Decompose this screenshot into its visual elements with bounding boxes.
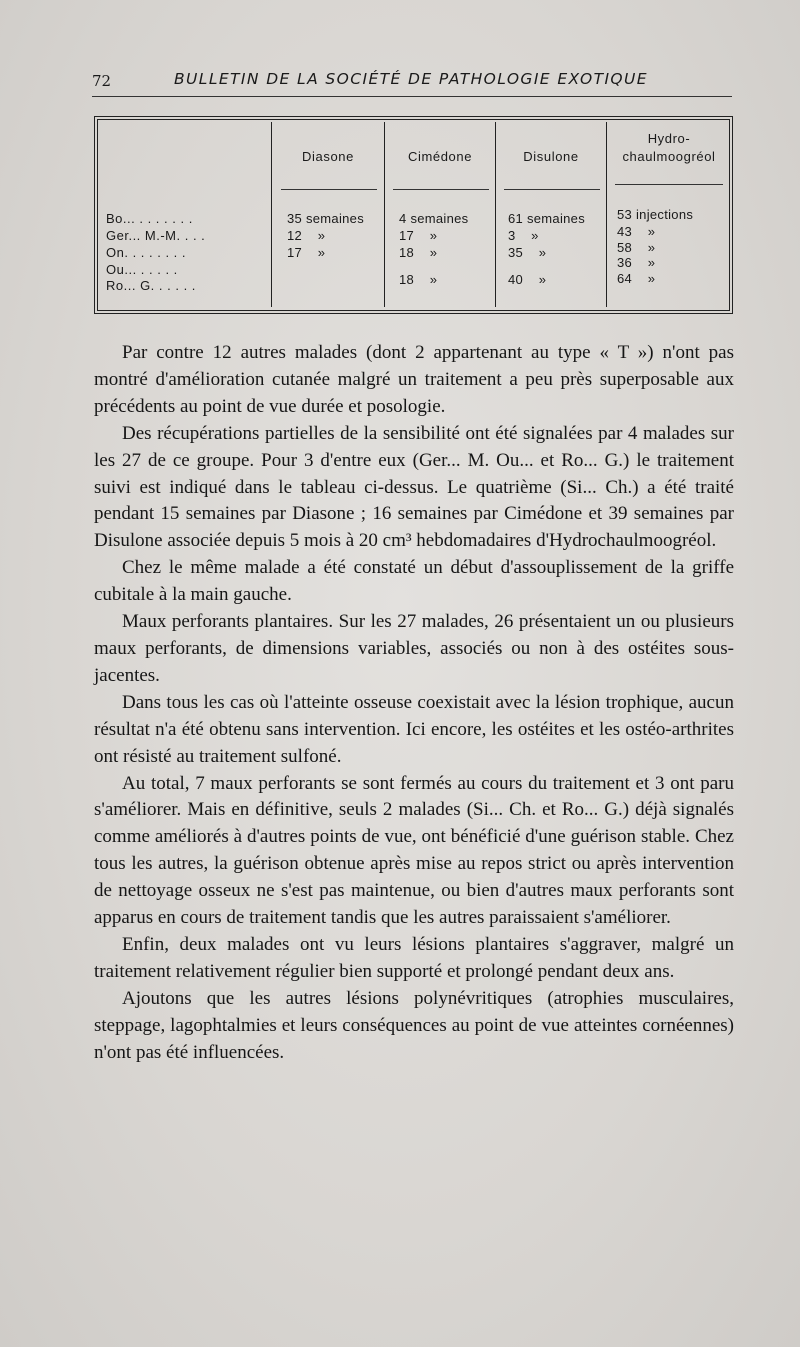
table-cell: 64 » <box>617 271 656 286</box>
table-cell: 12 » <box>287 228 326 243</box>
paragraph: Par contre 12 autres malades (dont 2 appartenant au type « T ») n'ont pas montré d'amélioration cutanée malgré un traitement a peu près superposable aux précédents au point de vue durée et posologie. <box>94 342 734 417</box>
table-cell: 18 » <box>399 245 438 260</box>
header-rule <box>92 96 732 97</box>
table-cell: 4 semaines <box>399 211 469 226</box>
table-cell: 17 » <box>287 245 326 260</box>
journal-title: BULLETIN DE LA SOCIÉTÉ DE PATHOLOGIE EXOTIQUE <box>174 70 648 88</box>
table-cell: 36 » <box>617 255 656 270</box>
table-cell: 35 » <box>508 245 547 260</box>
table-cell: 61 semaines <box>508 211 586 226</box>
col-head-hydro-2: chaulmoogréol <box>622 149 716 164</box>
table-cell: 58 » <box>617 240 656 255</box>
col-head-hydro: Hydro- <box>647 131 691 146</box>
row-label: Ger... M.-M. . . . <box>106 228 206 243</box>
table-cell: 3 » <box>508 228 539 243</box>
paragraph: Dans tous les cas où l'atteinte osseuse coexistait avec la lésion trophique, aucun résultat n'a été obtenu sans intervention. Ici encore, les ostéites et les ostéo-arthrites ont résisté au traitement sulfoné. <box>94 691 734 767</box>
paragraph: Ajoutons que les autres lésions polynévritiques (atrophies musculaires, steppage, lagophtalmies et leurs conséquences au point de vue atteintes cornéennes) n'ont pas été influencées. <box>94 987 734 1063</box>
table-cell: 43 » <box>617 224 656 239</box>
table-cell: 17 » <box>399 228 438 243</box>
row-label: Ro... G. . . . . . <box>106 278 196 293</box>
table-cell: 40 » <box>508 272 547 287</box>
paragraph: Au total, 7 maux perforants se sont fermés au cours du traitement et 3 ont paru s'améliorer. Mais en définitive, seuls 2 malades (Si... Ch. et Ro... G.) déjà signalés comme améliorés à d'autres points de vue, ont bénéficié d'une guérison stable. Chez tous les autres, la guérison obtenue après mise au repos strict ou après intervention de nettoyage osseux ne s'est pas maintenue, ou bien d'autres maux perforants sont apparus en cours de traitement tandis que les autres paraissaient s'améliorer. <box>94 772 734 929</box>
col-head-cimedone: Cimédone <box>407 149 473 164</box>
row-label: Ou... . . . . . <box>106 262 178 277</box>
header-underline <box>281 189 377 190</box>
treatment-table <box>94 116 733 314</box>
article-body <box>94 340 734 1066</box>
paragraph: Maux perforants plantaires. Sur les 27 malades, 26 présentaient un ou plusieurs maux perforants, de dimensions variables, associés ou non à des ostéites sous-jacentes. <box>94 611 734 686</box>
col-head-diasone: Diasone <box>302 149 354 164</box>
table-cell: 18 » <box>399 272 438 287</box>
paragraph: Enfin, deux malades ont vu leurs lésions plantaires s'aggraver, malgré un traitement relativement régulier bien supporté et prolongé pendant deux ans. <box>94 933 734 982</box>
header-underline <box>504 189 600 190</box>
table-cell: 53 injections <box>617 207 694 222</box>
page-number: 72 <box>92 72 112 90</box>
col-head-disulone: Disulone <box>523 149 579 164</box>
paragraph: Des récupérations partielles de la sensibilité ont été signalées par 4 malades sur les 27 de ce groupe. Pour 3 d'entre eux (Ger... M. Ou... et Ro... G.) le traitement suivi est indiqué dans le tableau ci-dessus. Le quatrième (Si... Ch.) a été traité pendant 15 semaines par Diasone ; 16 semaines par Cimédone et 39 semaines par Disulone associée depuis 5 mois à 20 cm³ hebdomadaires d'Hydrochaulmoogréol. <box>94 422 734 552</box>
table-cell: 35 semaines <box>287 211 365 226</box>
header-underline <box>615 184 723 185</box>
header-underline <box>393 189 489 190</box>
running-header <box>92 68 732 94</box>
paragraph: Chez le même malade a été constaté un début d'assouplissement de la griffe cubitale à la main gauche. <box>94 557 734 606</box>
row-label: Bo... . . . . . . . <box>106 211 193 226</box>
row-label: On. . . . . . . . <box>106 245 187 260</box>
